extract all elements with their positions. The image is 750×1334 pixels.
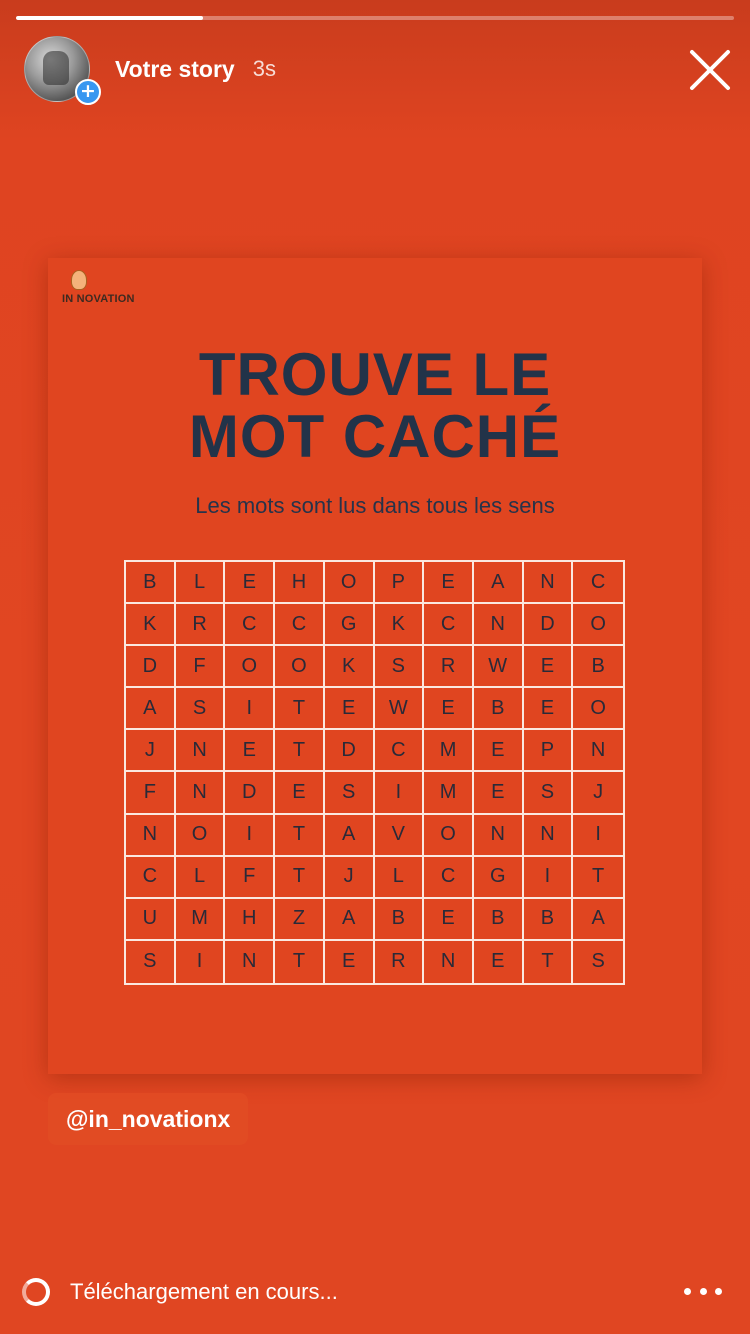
grid-cell: D [524,604,574,646]
grid-cell: I [225,815,275,857]
grid-cell: C [275,604,325,646]
grid-cell: C [424,857,474,899]
grid-cell: C [225,604,275,646]
brand-logo-text: IN NOVATION [62,293,135,305]
grid-cell: T [275,941,325,983]
upload-status-text: Téléchargement en cours... [70,1279,338,1304]
grid-cell: R [424,646,474,688]
grid-cell: M [176,899,226,941]
grid-cell: N [424,941,474,983]
word-search-grid [124,560,625,985]
grid-cell: S [126,941,176,983]
grid-cell: P [375,562,425,604]
more-options-button[interactable] [684,1278,722,1304]
grid-cell: N [524,815,574,857]
close-icon [684,44,736,96]
grid-cell: T [275,688,325,730]
grid-cell: L [176,857,226,899]
grid-cell: A [126,688,176,730]
grid-cell: O [225,646,275,688]
grid-cell: B [524,899,574,941]
grid-cell: D [325,730,375,772]
grid-cell: G [474,857,524,899]
grid-cell: M [424,730,474,772]
grid-cell: I [573,815,623,857]
grid-cell: E [524,688,574,730]
grid-cell: E [424,899,474,941]
grid-cell: J [325,857,375,899]
grid-cell: G [325,604,375,646]
grid-cell: H [275,562,325,604]
grid-cell: E [275,772,325,814]
brand-logo [62,268,152,314]
grid-cell: E [225,562,275,604]
grid-cell: E [524,646,574,688]
grid-cell: E [474,772,524,814]
grid-cell: D [126,646,176,688]
grid-cell: K [325,646,375,688]
grid-cell: P [524,730,574,772]
story-header [24,36,276,102]
grid-cell: O [275,646,325,688]
grid-cell: B [573,646,623,688]
loading-spinner-icon [22,1278,50,1306]
post-title [48,341,702,470]
grid-cell: B [474,899,524,941]
grid-cell: E [325,941,375,983]
more-icon-dot [700,1288,707,1295]
grid-cell: N [176,730,226,772]
grid-cell: E [424,562,474,604]
grid-cell: E [325,688,375,730]
grid-cell: L [375,857,425,899]
grid-cell: E [474,730,524,772]
grid-cell: K [375,604,425,646]
grid-cell: E [225,730,275,772]
grid-cell: N [524,562,574,604]
close-button[interactable] [684,44,736,96]
grid-cell: E [474,941,524,983]
grid-cell: T [573,857,623,899]
grid-cell: W [375,688,425,730]
story-timestamp: 3s [252,56,276,81]
grid-cell: M [424,772,474,814]
plus-icon[interactable]: + [75,79,101,105]
grid-cell: T [275,730,325,772]
grid-cell: J [573,772,623,814]
mention-sticker[interactable]: @in_novationx [48,1093,248,1145]
grid-cell: I [176,941,226,983]
grid-cell: R [375,941,425,983]
grid-cell: N [474,815,524,857]
grid-cell: C [375,730,425,772]
grid-cell: O [424,815,474,857]
grid-cell: O [573,688,623,730]
grid-cell: H [225,899,275,941]
story-progress-fill [16,16,203,20]
grid-cell: F [225,857,275,899]
grid-cell: T [524,941,574,983]
upload-status [22,1273,338,1311]
grid-cell: R [176,604,226,646]
grid-cell: K [126,604,176,646]
grid-cell: A [325,899,375,941]
story-post-card [48,258,702,1074]
grid-cell: T [275,815,325,857]
grid-cell: C [573,562,623,604]
grid-cell: N [126,815,176,857]
story-progress-bar [16,16,734,20]
grid-cell: T [275,857,325,899]
avatar[interactable] [24,36,96,102]
story-username[interactable]: Votre story [115,55,235,82]
grid-cell: C [424,604,474,646]
grid-cell: L [176,562,226,604]
grid-cell: B [126,562,176,604]
grid-cell: A [474,562,524,604]
grid-cell: N [225,941,275,983]
grid-cell: I [375,772,425,814]
grid-cell: O [573,604,623,646]
grid-cell: U [126,899,176,941]
grid-cell: N [474,604,524,646]
grid-cell: S [591,950,605,973]
grid-cell: S [375,646,425,688]
grid-cell: S [176,688,226,730]
grid-cell: B [474,688,524,730]
lightbulb-icon [71,270,87,290]
grid-cell: A [573,899,623,941]
grid-cell: N [573,730,623,772]
grid-cell: J [126,730,176,772]
grid-cell: V [375,815,425,857]
grid-cell: Z [275,899,325,941]
grid-cell: I [524,857,574,899]
more-icon-dot [715,1288,722,1295]
grid-cell: S [325,772,375,814]
more-icon [684,1288,691,1295]
grid-cell: A [325,815,375,857]
grid-cell: F [126,772,176,814]
grid-cell: B [375,899,425,941]
post-title-line-1: TROUVE LE [198,341,552,408]
grid-cell: O [176,815,226,857]
grid-cell: F [176,646,226,688]
grid-cell: N [176,772,226,814]
grid-cell: E [424,688,474,730]
grid-cell: O [325,562,375,604]
post-subtitle: Les mots sont lus dans tous les sens [195,493,555,518]
grid-cell: I [225,688,275,730]
grid-cell: C [126,857,176,899]
grid-cell: S [524,772,574,814]
post-title-line-2: MOT CACHÉ [188,403,562,470]
grid-cell: W [474,646,524,688]
grid-cell: D [225,772,275,814]
